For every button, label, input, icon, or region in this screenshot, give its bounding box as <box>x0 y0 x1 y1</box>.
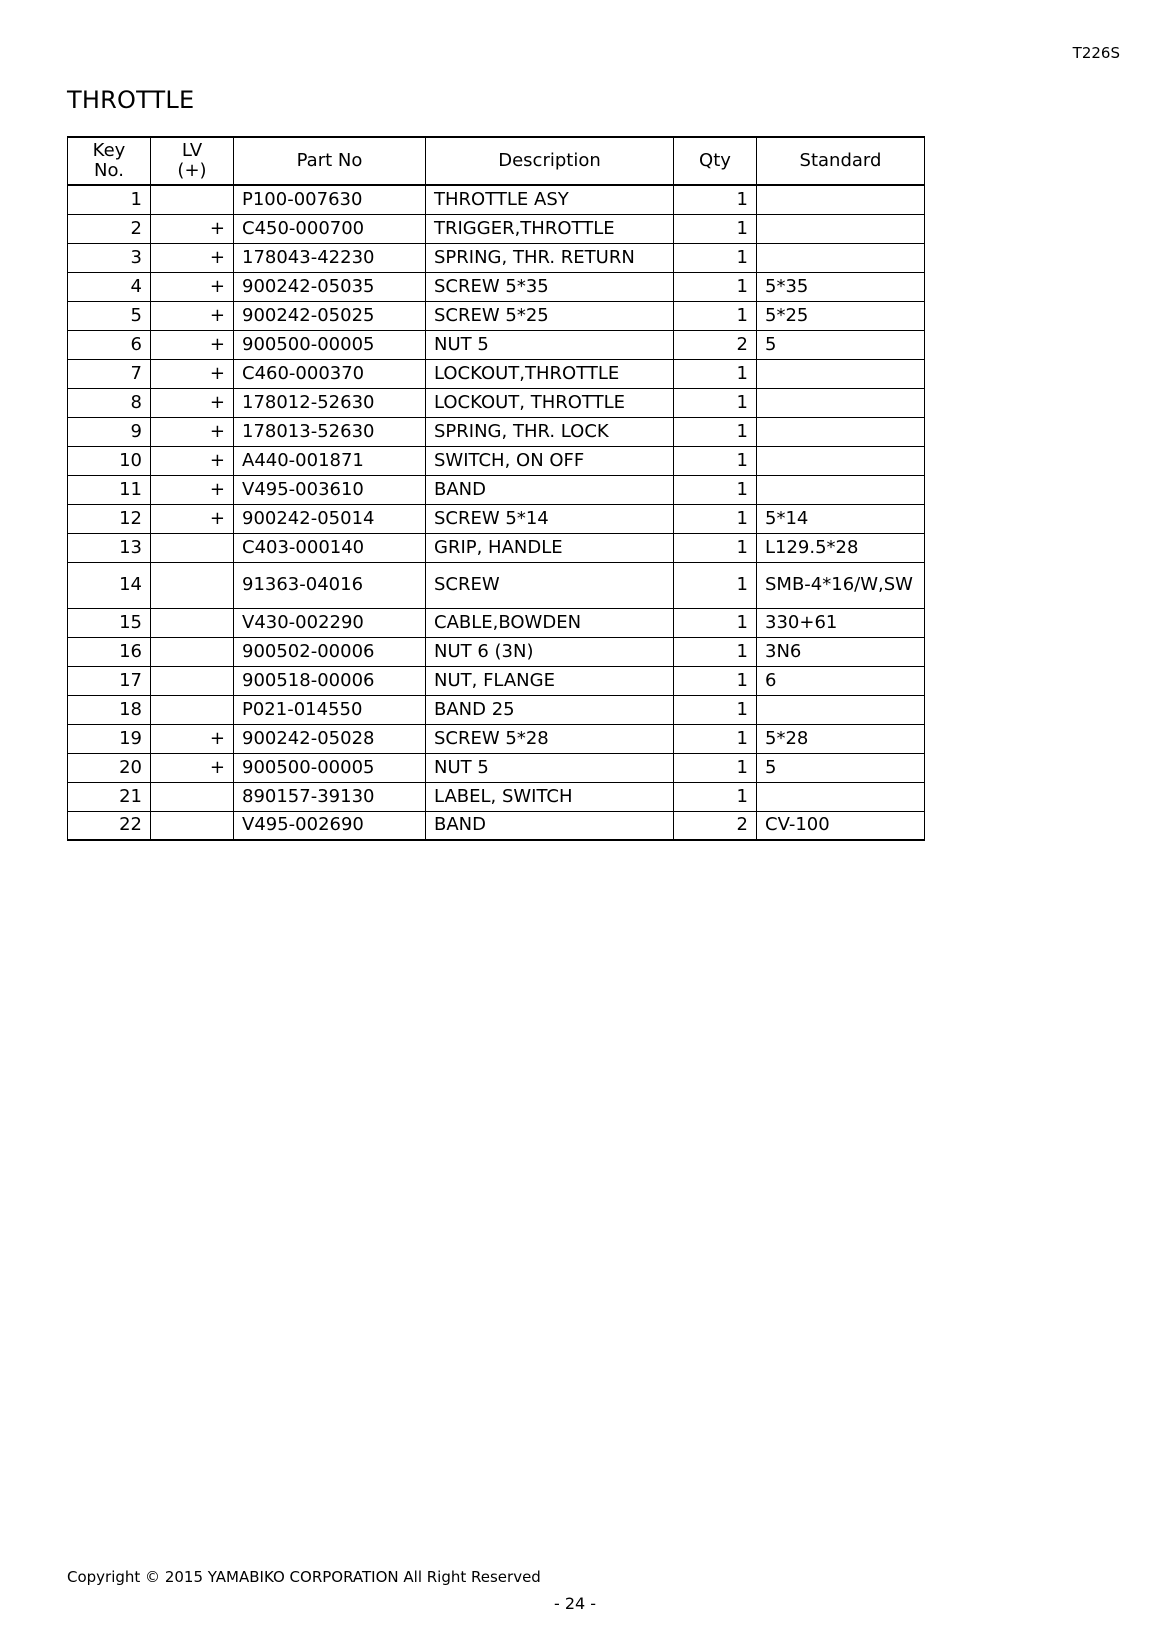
cell-description: LOCKOUT, THROTTLE <box>426 388 674 417</box>
cell-standard <box>757 782 925 811</box>
cell-part-no: C403-000140 <box>234 533 426 562</box>
cell-qty: 1 <box>674 185 757 214</box>
cell-key: 16 <box>68 637 151 666</box>
cell-key: 8 <box>68 388 151 417</box>
cell-standard: 5 <box>757 753 925 782</box>
header-lv-line1: LV <box>181 140 203 161</box>
cell-qty: 1 <box>674 301 757 330</box>
cell-part-no: 890157-39130 <box>234 782 426 811</box>
cell-key: 13 <box>68 533 151 562</box>
cell-description: TRIGGER,THROTTLE <box>426 214 674 243</box>
cell-key: 20 <box>68 753 151 782</box>
cell-part-no: 900242-05014 <box>234 504 426 533</box>
cell-standard <box>757 388 925 417</box>
cell-key: 21 <box>68 782 151 811</box>
cell-lv <box>151 185 234 214</box>
cell-lv: + <box>151 475 234 504</box>
cell-qty: 1 <box>674 666 757 695</box>
cell-description: SCREW 5*35 <box>426 272 674 301</box>
table-row <box>68 359 925 388</box>
cell-description: LOCKOUT,THROTTLE <box>426 359 674 388</box>
cell-lv <box>151 782 234 811</box>
table-row <box>68 475 925 504</box>
cell-part-no: 900242-05035 <box>234 272 426 301</box>
cell-standard: 5*25 <box>757 301 925 330</box>
cell-part-no: C460-000370 <box>234 359 426 388</box>
cell-key: 12 <box>68 504 151 533</box>
cell-lv: + <box>151 446 234 475</box>
table-row <box>68 695 925 724</box>
cell-lv <box>151 562 234 608</box>
cell-standard <box>757 359 925 388</box>
cell-part-no: 178012-52630 <box>234 388 426 417</box>
model-code: T226S <box>1072 44 1120 62</box>
cell-lv: + <box>151 504 234 533</box>
cell-lv <box>151 608 234 637</box>
cell-description: NUT 5 <box>426 330 674 359</box>
cell-key: 7 <box>68 359 151 388</box>
cell-qty: 1 <box>674 782 757 811</box>
table-row <box>68 666 925 695</box>
cell-key: 14 <box>68 562 151 608</box>
cell-lv: + <box>151 724 234 753</box>
cell-standard <box>757 695 925 724</box>
cell-lv: + <box>151 388 234 417</box>
cell-description: NUT 5 <box>426 753 674 782</box>
table-row <box>68 243 925 272</box>
page-number: - 24 - <box>553 1594 597 1613</box>
cell-key: 9 <box>68 417 151 446</box>
cell-description: SCREW 5*28 <box>426 724 674 753</box>
cell-standard: L129.5*28 <box>757 533 925 562</box>
cell-qty: 1 <box>674 388 757 417</box>
copyright-notice: Copyright © 2015 YAMABIKO CORPORATION All Right Reserved <box>67 1568 541 1586</box>
header-key-no <box>68 137 151 185</box>
header-part-no: Part No <box>234 137 426 185</box>
cell-part-no: V430-002290 <box>234 608 426 637</box>
cell-key: 1 <box>68 185 151 214</box>
cell-part-no: A440-001871 <box>234 446 426 475</box>
cell-qty: 1 <box>674 214 757 243</box>
cell-qty: 1 <box>674 272 757 301</box>
header-key-line1: Key <box>92 140 126 161</box>
cell-standard: 5*35 <box>757 272 925 301</box>
cell-key: 3 <box>68 243 151 272</box>
table-row <box>68 753 925 782</box>
cell-key: 15 <box>68 608 151 637</box>
cell-part-no: P100-007630 <box>234 185 426 214</box>
cell-key: 22 <box>68 811 151 840</box>
table-row <box>68 330 925 359</box>
cell-description: SWITCH, ON OFF <box>426 446 674 475</box>
header-qty: Qty <box>674 137 757 185</box>
table-row <box>68 637 925 666</box>
cell-qty: 1 <box>674 475 757 504</box>
table-row <box>68 185 925 214</box>
cell-qty: 1 <box>674 562 757 608</box>
cell-standard <box>757 214 925 243</box>
table-row <box>68 724 925 753</box>
header-key-line2: No. <box>94 160 124 181</box>
cell-part-no: V495-003610 <box>234 475 426 504</box>
cell-description: CABLE,BOWDEN <box>426 608 674 637</box>
cell-part-no: 900500-00005 <box>234 330 426 359</box>
cell-description: BAND <box>426 811 674 840</box>
table-header-row <box>68 137 925 185</box>
cell-lv: + <box>151 417 234 446</box>
cell-lv: + <box>151 753 234 782</box>
cell-key: 10 <box>68 446 151 475</box>
table-row <box>68 214 925 243</box>
cell-description: SPRING, THR. RETURN <box>426 243 674 272</box>
header-lv-line2: (+) <box>177 160 207 181</box>
cell-standard: 5*28 <box>757 724 925 753</box>
cell-description: THROTTLE ASY <box>426 185 674 214</box>
cell-qty: 1 <box>674 417 757 446</box>
page-title: THROTTLE <box>67 86 195 114</box>
table-row <box>68 417 925 446</box>
cell-key: 6 <box>68 330 151 359</box>
cell-description: SCREW 5*25 <box>426 301 674 330</box>
table-row <box>68 388 925 417</box>
cell-key: 5 <box>68 301 151 330</box>
cell-qty: 2 <box>674 330 757 359</box>
cell-standard <box>757 475 925 504</box>
cell-lv: + <box>151 359 234 388</box>
cell-key: 19 <box>68 724 151 753</box>
table-row <box>68 562 925 608</box>
cell-qty: 1 <box>674 533 757 562</box>
cell-part-no: 900242-05025 <box>234 301 426 330</box>
cell-lv <box>151 533 234 562</box>
cell-description: BAND 25 <box>426 695 674 724</box>
cell-lv <box>151 666 234 695</box>
cell-part-no: 900518-00006 <box>234 666 426 695</box>
cell-key: 4 <box>68 272 151 301</box>
cell-key: 17 <box>68 666 151 695</box>
cell-part-no: C450-000700 <box>234 214 426 243</box>
cell-standard <box>757 185 925 214</box>
cell-lv: + <box>151 272 234 301</box>
cell-description: LABEL, SWITCH <box>426 782 674 811</box>
cell-qty: 2 <box>674 811 757 840</box>
cell-part-no: 178043-42230 <box>234 243 426 272</box>
cell-qty: 1 <box>674 243 757 272</box>
cell-lv <box>151 811 234 840</box>
cell-qty: 1 <box>674 504 757 533</box>
table-row <box>68 608 925 637</box>
cell-qty: 1 <box>674 446 757 475</box>
cell-standard: 5*14 <box>757 504 925 533</box>
cell-qty: 1 <box>674 608 757 637</box>
cell-standard <box>757 243 925 272</box>
cell-description: SCREW <box>426 562 674 608</box>
table-row <box>68 811 925 840</box>
table-row <box>68 301 925 330</box>
cell-qty: 1 <box>674 695 757 724</box>
header-description: Description <box>426 137 674 185</box>
header-lv <box>151 137 234 185</box>
cell-standard: SMB-4*16/W,SW <box>757 562 925 608</box>
cell-description: GRIP, HANDLE <box>426 533 674 562</box>
cell-description: BAND <box>426 475 674 504</box>
cell-key: 11 <box>68 475 151 504</box>
cell-standard: CV-100 <box>757 811 925 840</box>
cell-description: NUT, FLANGE <box>426 666 674 695</box>
table-row <box>68 446 925 475</box>
parts-table <box>67 136 925 841</box>
cell-part-no: 900500-00005 <box>234 753 426 782</box>
cell-description: SCREW 5*14 <box>426 504 674 533</box>
cell-qty: 1 <box>674 637 757 666</box>
cell-lv <box>151 637 234 666</box>
cell-lv <box>151 695 234 724</box>
cell-description: SPRING, THR. LOCK <box>426 417 674 446</box>
table-row <box>68 504 925 533</box>
cell-lv: + <box>151 243 234 272</box>
cell-lv: + <box>151 214 234 243</box>
cell-standard: 3N6 <box>757 637 925 666</box>
cell-part-no: P021-014550 <box>234 695 426 724</box>
cell-standard: 5 <box>757 330 925 359</box>
cell-standard <box>757 446 925 475</box>
cell-description: NUT 6 (3N) <box>426 637 674 666</box>
cell-qty: 1 <box>674 359 757 388</box>
cell-part-no: 900242-05028 <box>234 724 426 753</box>
cell-part-no: 91363-04016 <box>234 562 426 608</box>
cell-qty: 1 <box>674 753 757 782</box>
cell-part-no: V495-002690 <box>234 811 426 840</box>
cell-lv: + <box>151 301 234 330</box>
cell-qty: 1 <box>674 724 757 753</box>
cell-lv: + <box>151 330 234 359</box>
header-standard: Standard <box>757 137 925 185</box>
table-row <box>68 533 925 562</box>
cell-key: 2 <box>68 214 151 243</box>
cell-part-no: 178013-52630 <box>234 417 426 446</box>
cell-part-no: 900502-00006 <box>234 637 426 666</box>
table-row <box>68 782 925 811</box>
cell-standard: 330+61 <box>757 608 925 637</box>
cell-standard <box>757 417 925 446</box>
cell-key: 18 <box>68 695 151 724</box>
cell-standard: 6 <box>757 666 925 695</box>
table-row <box>68 272 925 301</box>
